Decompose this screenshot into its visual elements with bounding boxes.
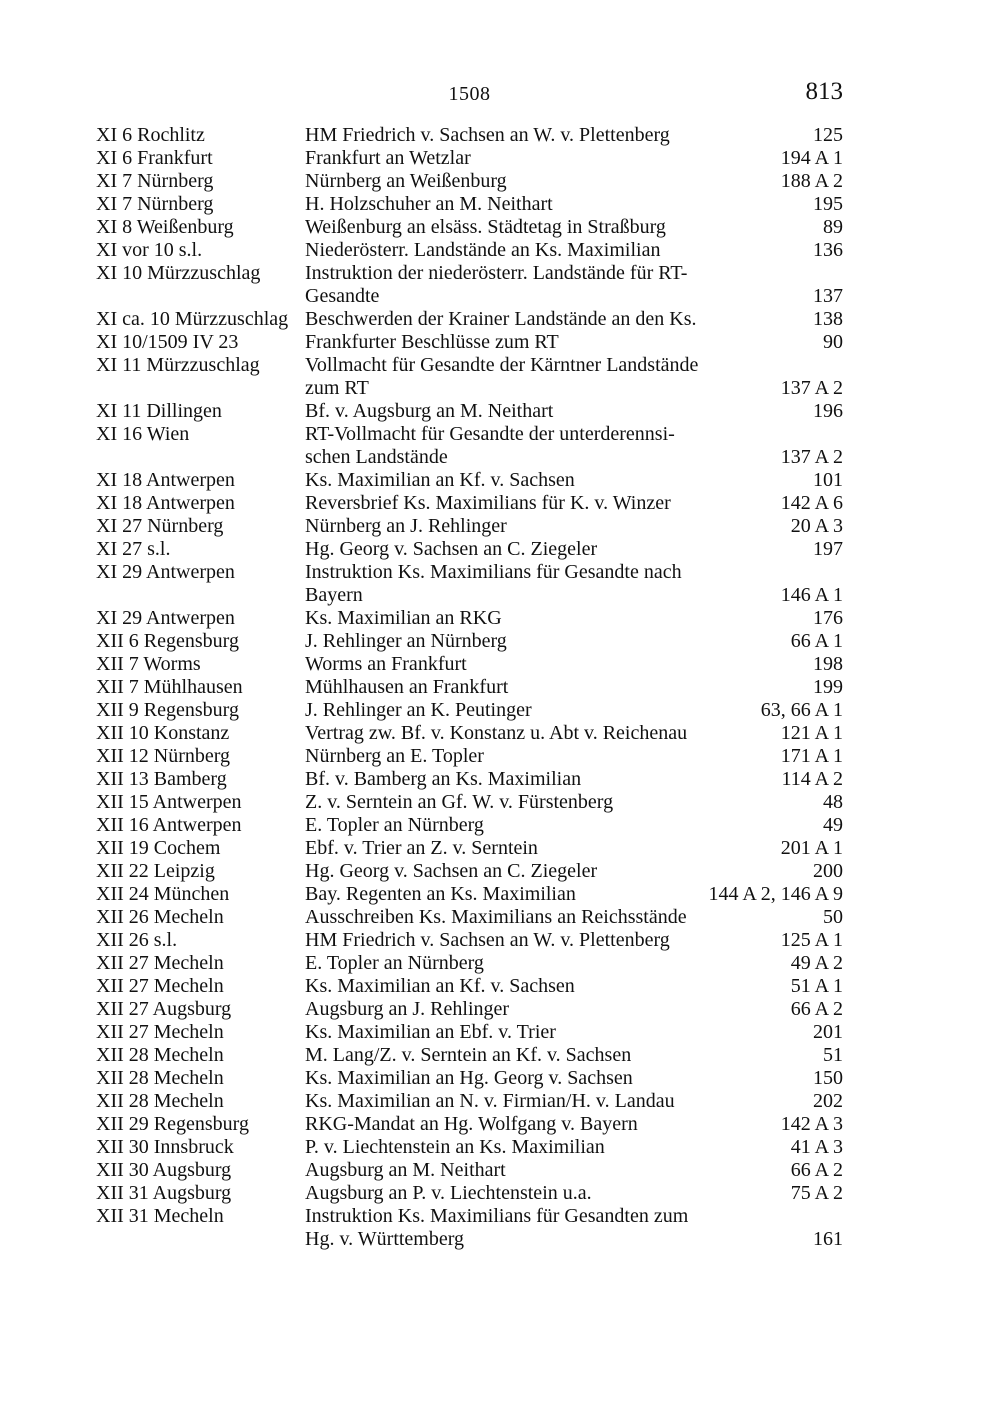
table-row xyxy=(96,1044,843,1067)
entry-description xyxy=(305,331,815,354)
entry-date: XI 11 Dillingen xyxy=(96,400,222,422)
table-row xyxy=(96,538,843,561)
entry-description xyxy=(305,492,773,515)
entry-page-ref: 202 xyxy=(813,1090,843,1112)
entry-description xyxy=(305,1044,815,1067)
entry-description-line: Nürnberg an E. Topler xyxy=(305,745,484,767)
entry-description-line: Gesandte xyxy=(305,285,380,307)
entry-description xyxy=(305,883,701,906)
entry-description-line: RT-Vollmacht für Gesandte der unterderennsi- xyxy=(305,423,675,445)
entry-description-line: Ks. Maximilian an N. v. Firmian/H. v. Landau xyxy=(305,1090,675,1112)
entry-date: XII 27 Mecheln xyxy=(96,952,224,974)
entry-date: XII 28 Mecheln xyxy=(96,1090,224,1112)
table-row xyxy=(96,630,843,653)
entry-page-ref: 197 xyxy=(813,538,843,560)
entry-page-ref: 125 A 1 xyxy=(780,929,843,951)
register-table xyxy=(96,124,843,1251)
entry-page-ref: 48 xyxy=(823,791,843,813)
entry-date: XI 6 Rochlitz xyxy=(96,124,205,146)
entry-date: XI 6 Frankfurt xyxy=(96,147,213,169)
entry-date: XI 16 Wien xyxy=(96,423,190,445)
table-row xyxy=(96,193,843,216)
table-row xyxy=(96,791,843,814)
entry-description-line: Reversbrief Ks. Maximilians für K. v. Winzer xyxy=(305,492,671,514)
entry-date: XI 7 Nürnberg xyxy=(96,193,214,215)
table-row xyxy=(96,883,843,906)
table-row xyxy=(96,814,843,837)
table-row xyxy=(96,1182,843,1205)
table-row xyxy=(96,561,843,607)
entry-description-line: RKG-Mandat an Hg. Wolfgang v. Bayern xyxy=(305,1113,638,1135)
entry-description-line: Hg. Georg v. Sachsen an C. Ziegeler xyxy=(305,860,598,882)
table-row xyxy=(96,745,843,768)
entry-description-line: Augsburg an M. Neithart xyxy=(305,1159,506,1181)
entry-description xyxy=(305,400,805,423)
entry-page-ref: 41 A 3 xyxy=(790,1136,843,1158)
entry-date: XII 28 Mecheln xyxy=(96,1044,224,1066)
entry-description xyxy=(305,170,773,193)
entry-date: XII 22 Leipzig xyxy=(96,860,215,882)
entry-description xyxy=(305,791,815,814)
entry-page-ref: 101 xyxy=(813,469,843,491)
entry-description-line: Frankfurter Beschlüsse zum RT xyxy=(305,331,559,353)
entry-description xyxy=(305,561,773,607)
entry-page-ref: 51 A 1 xyxy=(790,975,843,997)
entry-description xyxy=(305,147,773,170)
table-row xyxy=(96,676,843,699)
entry-description-line: Ks. Maximilian an RKG xyxy=(305,607,502,629)
entry-description-line: Vertrag zw. Bf. v. Konstanz u. Abt v. Reichenau xyxy=(305,722,688,744)
entry-description xyxy=(305,952,783,975)
entry-date: XII 6 Regensburg xyxy=(96,630,239,652)
entry-description-line: HM Friedrich v. Sachsen an W. v. Plettenberg xyxy=(305,124,670,146)
entry-date: XII 28 Mecheln xyxy=(96,1067,224,1089)
entry-page-ref: 66 A 2 xyxy=(790,1159,843,1181)
table-row xyxy=(96,952,843,975)
entry-page-ref: 150 xyxy=(813,1067,843,1089)
book-page xyxy=(96,0,843,1251)
entry-date: XII 9 Regensburg xyxy=(96,699,239,721)
entry-description-line: HM Friedrich v. Sachsen an W. v. Plettenberg xyxy=(305,929,670,951)
entry-date: XI vor 10 s.l. xyxy=(96,239,203,261)
table-row xyxy=(96,837,843,860)
table-row xyxy=(96,1159,843,1182)
entry-page-ref: 142 A 3 xyxy=(780,1113,843,1135)
entry-description xyxy=(305,607,805,630)
entry-date: XI 18 Antwerpen xyxy=(96,469,235,491)
entry-description-line: Frankfurt an Wetzlar xyxy=(305,147,471,169)
entry-description xyxy=(305,722,773,745)
entry-page-ref: 20 A 3 xyxy=(790,515,843,537)
entry-date: XII 27 Augsburg xyxy=(96,998,232,1020)
table-row xyxy=(96,423,843,469)
entry-page-ref: 201 xyxy=(813,1021,843,1043)
entry-date: XII 7 Mühlhausen xyxy=(96,676,243,698)
entry-description-line: J. Rehlinger an K. Peutinger xyxy=(305,699,532,721)
entry-description xyxy=(305,515,783,538)
table-row xyxy=(96,469,843,492)
entry-description-line: Ks. Maximilian an Kf. v. Sachsen xyxy=(305,469,575,491)
entry-page-ref: 51 xyxy=(823,1044,843,1066)
entry-description-line: Instruktion Ks. Maximilians für Gesandten zum xyxy=(305,1205,689,1227)
entry-description-line: E. Topler an Nürnberg xyxy=(305,952,484,974)
entry-description-line: Worms an Frankfurt xyxy=(305,653,467,675)
entry-page-ref: 196 xyxy=(813,400,843,422)
entry-description xyxy=(305,1067,805,1090)
entry-date: XII 30 Augsburg xyxy=(96,1159,232,1181)
entry-page-ref: 142 A 6 xyxy=(780,492,843,514)
entry-description xyxy=(305,1113,773,1136)
table-row xyxy=(96,239,843,262)
entry-page-ref: 114 A 2 xyxy=(781,768,843,790)
table-row xyxy=(96,492,843,515)
entry-description xyxy=(305,216,815,239)
entry-description-line: Z. v. Serntein an Gf. W. v. Fürstenberg xyxy=(305,791,614,813)
entry-description xyxy=(305,1021,805,1044)
entry-date: XII 15 Antwerpen xyxy=(96,791,242,813)
entry-page-ref: 188 A 2 xyxy=(780,170,843,192)
entry-page-ref: 137 xyxy=(813,285,843,307)
table-row xyxy=(96,515,843,538)
entry-description xyxy=(305,423,773,469)
entry-date: XII 26 s.l. xyxy=(96,929,178,951)
entry-page-ref: 136 xyxy=(813,239,843,261)
entry-description-line: Weißenburg an elsäss. Städtetag in Straßburg xyxy=(305,216,666,238)
entry-date: XII 31 Augsburg xyxy=(96,1182,232,1204)
entry-page-ref: 49 xyxy=(823,814,843,836)
entry-description xyxy=(305,1159,783,1182)
entry-page-ref: 171 A 1 xyxy=(780,745,843,767)
entry-date: XII 27 Mecheln xyxy=(96,975,224,997)
entry-description xyxy=(305,676,805,699)
entry-description-line: Hg. Georg v. Sachsen an C. Ziegeler xyxy=(305,538,598,560)
entry-description xyxy=(305,906,815,929)
entry-description xyxy=(305,124,805,147)
page-header xyxy=(96,78,843,107)
entry-description xyxy=(305,308,805,331)
entry-description-line: Instruktion der niederösterr. Landstände für RT- xyxy=(305,262,688,284)
entry-description-line: Augsburg an P. v. Liechtenstein u.a. xyxy=(305,1182,592,1204)
entry-description xyxy=(305,860,805,883)
entry-description-line: H. Holzschuher an M. Neithart xyxy=(305,193,553,215)
entry-description xyxy=(305,193,805,216)
entry-description-line: P. v. Liechtenstein an Ks. Maximilian xyxy=(305,1136,605,1158)
entry-description-line: Ks. Maximilian an Kf. v. Sachsen xyxy=(305,975,575,997)
entry-description xyxy=(305,1136,783,1159)
entry-page-ref: 66 A 2 xyxy=(790,998,843,1020)
entry-page-ref: 194 A 1 xyxy=(780,147,843,169)
entry-description-line: Beschwerden der Krainer Landstände an den Ks. xyxy=(305,308,697,330)
header-page-number: 813 xyxy=(805,78,843,105)
entry-page-ref: 199 xyxy=(813,676,843,698)
table-row xyxy=(96,1205,843,1251)
table-row xyxy=(96,170,843,193)
entry-page-ref: 161 xyxy=(813,1228,843,1250)
table-row xyxy=(96,1090,843,1113)
entry-date: XI 27 Nürnberg xyxy=(96,515,224,537)
entry-page-ref: 89 xyxy=(823,216,843,238)
entry-date: XI 10/1509 IV 23 xyxy=(96,331,239,353)
table-row xyxy=(96,331,843,354)
entry-description xyxy=(305,630,783,653)
entry-date: XII 19 Cochem xyxy=(96,837,221,859)
entry-description-line: Augsburg an J. Rehlinger xyxy=(305,998,510,1020)
table-row xyxy=(96,906,843,929)
entry-description xyxy=(305,1205,805,1251)
entry-date: XII 12 Nürnberg xyxy=(96,745,231,767)
table-row xyxy=(96,653,843,676)
entry-date: XII 26 Mecheln xyxy=(96,906,224,928)
table-row xyxy=(96,354,843,400)
table-row xyxy=(96,262,843,308)
entry-page-ref: 121 A 1 xyxy=(780,722,843,744)
entry-description-line: Ausschreiben Ks. Maximilians an Reichsstände xyxy=(305,906,687,928)
entry-description-line: Bf. v. Augsburg an M. Neithart xyxy=(305,400,554,422)
table-row xyxy=(96,768,843,791)
table-row xyxy=(96,1113,843,1136)
entry-date: XI 8 Weißenburg xyxy=(96,216,234,238)
entry-description-line: Ks. Maximilian an Ebf. v. Trier xyxy=(305,1021,556,1043)
entry-page-ref: 137 A 2 xyxy=(780,377,843,399)
entry-date: XI 7 Nürnberg xyxy=(96,170,214,192)
entry-description-line: J. Rehlinger an Nürnberg xyxy=(305,630,507,652)
table-row xyxy=(96,607,843,630)
entry-date: XI 29 Antwerpen xyxy=(96,561,235,583)
entry-date: XII 16 Antwerpen xyxy=(96,814,242,836)
entry-description-line: E. Topler an Nürnberg xyxy=(305,814,484,836)
entry-description xyxy=(305,1090,805,1113)
entry-description xyxy=(305,814,815,837)
entry-date: XII 13 Bamberg xyxy=(96,768,227,790)
entry-description xyxy=(305,538,805,561)
entry-description-line: Nürnberg an Weißenburg xyxy=(305,170,507,192)
entry-page-ref: 125 xyxy=(813,124,843,146)
entry-description-line: Ebf. v. Trier an Z. v. Serntein xyxy=(305,837,538,859)
entry-description-line: M. Lang/Z. v. Serntein an Kf. v. Sachsen xyxy=(305,1044,632,1066)
entry-date: XI 29 Antwerpen xyxy=(96,607,235,629)
header-year: 1508 xyxy=(448,83,491,105)
table-row xyxy=(96,124,843,147)
entry-page-ref: 176 xyxy=(813,607,843,629)
entry-description-line: Bayern xyxy=(305,584,363,606)
entry-description-line: Niederösterr. Landstände an Ks. Maximilian xyxy=(305,239,661,261)
entry-description xyxy=(305,653,805,676)
entry-description xyxy=(305,768,774,791)
table-row xyxy=(96,216,843,239)
table-row xyxy=(96,1136,843,1159)
entry-description xyxy=(305,262,805,308)
entry-description xyxy=(305,354,773,400)
table-row xyxy=(96,998,843,1021)
entry-page-ref: 198 xyxy=(813,653,843,675)
entry-description-line: Bf. v. Bamberg an Ks. Maximilian xyxy=(305,768,582,790)
entry-page-ref: 195 xyxy=(813,193,843,215)
entry-date: XI ca. 10 Mürzzuschlag xyxy=(96,308,289,330)
entry-date: XII 31 Mecheln xyxy=(96,1205,224,1227)
entry-date: XII 10 Konstanz xyxy=(96,722,230,744)
entry-page-ref: 75 A 2 xyxy=(790,1182,843,1204)
table-row xyxy=(96,1067,843,1090)
table-row xyxy=(96,1021,843,1044)
entry-description-line: Ks. Maximilian an Hg. Georg v. Sachsen xyxy=(305,1067,633,1089)
entry-date: XI 10 Mürzzuschlag xyxy=(96,262,261,284)
entry-description xyxy=(305,239,805,262)
entry-page-ref: 90 xyxy=(823,331,843,353)
entry-description-line: Vollmacht für Gesandte der Kärntner Landstände xyxy=(305,354,699,376)
entry-date: XI 11 Mürzzuschlag xyxy=(96,354,260,376)
entry-date: XII 27 Mecheln xyxy=(96,1021,224,1043)
entry-description xyxy=(305,469,805,492)
entry-description-line: Instruktion Ks. Maximilians für Gesandte nach xyxy=(305,561,682,583)
entry-description-line: Bay. Regenten an Ks. Maximilian xyxy=(305,883,576,905)
entry-page-ref: 144 A 2, 146 A 9 xyxy=(708,883,843,905)
entry-description xyxy=(305,837,773,860)
entry-date: XI 27 s.l. xyxy=(96,538,171,560)
entry-description-line: Hg. v. Württemberg xyxy=(305,1228,465,1250)
table-row xyxy=(96,929,843,952)
entry-description-line: Nürnberg an J. Rehlinger xyxy=(305,515,507,537)
entry-page-ref: 201 A 1 xyxy=(780,837,843,859)
entry-date: XII 29 Regensburg xyxy=(96,1113,249,1135)
table-row xyxy=(96,147,843,170)
entry-description xyxy=(305,1182,783,1205)
entry-description-line: schen Landstände xyxy=(305,446,448,468)
table-row xyxy=(96,699,843,722)
entry-date: XI 18 Antwerpen xyxy=(96,492,235,514)
entry-page-ref: 200 xyxy=(813,860,843,882)
entry-date: XII 7 Worms xyxy=(96,653,201,675)
entry-page-ref: 146 A 1 xyxy=(780,584,843,606)
table-row xyxy=(96,722,843,745)
entry-page-ref: 137 A 2 xyxy=(780,446,843,468)
entry-description xyxy=(305,998,783,1021)
table-row xyxy=(96,400,843,423)
entry-description-line: Mühlhausen an Frankfurt xyxy=(305,676,509,698)
entry-page-ref: 66 A 1 xyxy=(790,630,843,652)
table-row xyxy=(96,308,843,331)
entry-date: XII 24 München xyxy=(96,883,230,905)
entry-page-ref: 138 xyxy=(813,308,843,330)
table-row xyxy=(96,975,843,998)
entry-page-ref: 49 A 2 xyxy=(790,952,843,974)
entry-description xyxy=(305,929,773,952)
entry-page-ref: 63, 66 A 1 xyxy=(760,699,843,721)
entry-description xyxy=(305,699,753,722)
table-row xyxy=(96,860,843,883)
entry-description xyxy=(305,745,773,768)
entry-description-line: zum RT xyxy=(305,377,369,399)
entry-date: XII 30 Innsbruck xyxy=(96,1136,234,1158)
entry-page-ref: 50 xyxy=(823,906,843,928)
entry-description xyxy=(305,975,783,998)
